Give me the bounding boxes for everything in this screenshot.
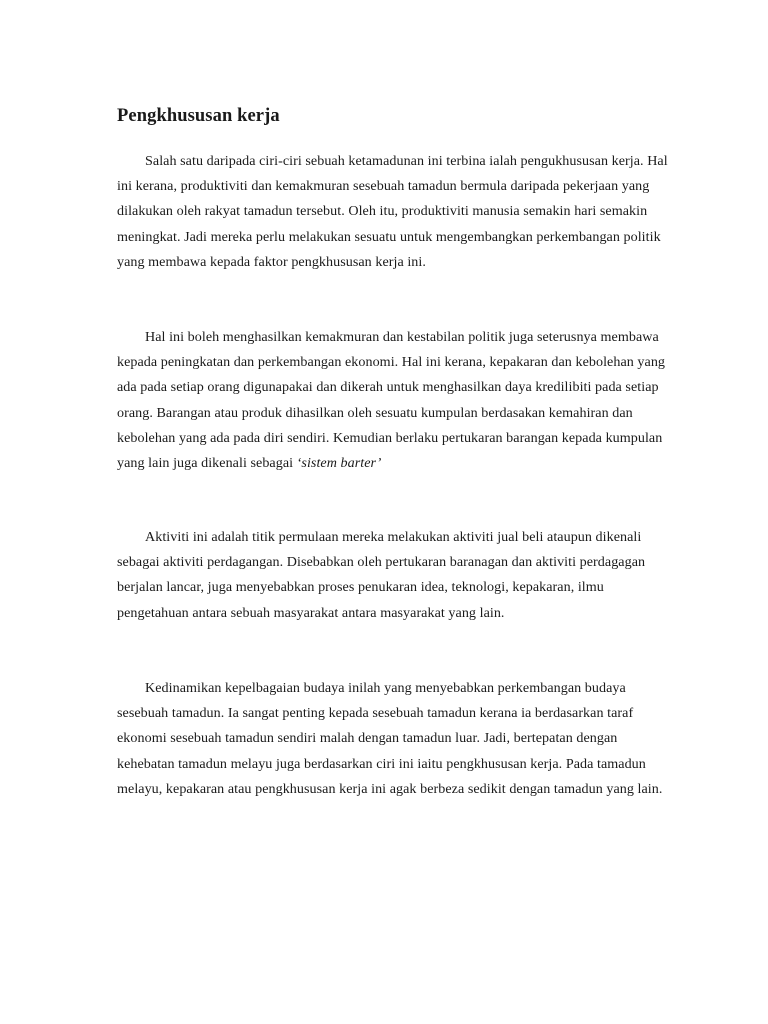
paragraph-3-text: Aktiviti ini adalah titik permulaan mereka melakukan aktiviti jual beli ataupun dikenali sebagai aktiviti perdagangan. Disebabkan oleh pertukaran baranagan dan aktiviti perdagagan berjalan lancar, juga menyebabkan proses penukaran idea, teknologi, kepakaran, ilmu pengetahuan antara sebuah masyarakat antara masyarakat yang lain. bbox=[117, 529, 646, 621]
paragraph-2-emphasis: ‘sistem barter’ bbox=[296, 455, 382, 472]
paragraph-2 bbox=[117, 325, 673, 476]
paragraph-4 bbox=[117, 676, 673, 802]
paragraph-1-text: Salah satu daripada ciri-ciri sebuah ketamadunan ini terbina ialah pengukhususan kerja. Hal ini kerana, produktiviti dan kemakmuran sesebuah tamadun bermula daripada pekerjaan yang dilakukan oleh rakyat tamadun tersebut. Oleh itu, produktiviti manusia semakin hari semakin meningkat. Jadi mereka perlu melakukan sesuatu untuk mengembangkan perkembangan politik yang membawa kepada faktor pengkhususan kerja ini. bbox=[117, 153, 668, 270]
paragraph-2-text: Hal ini boleh menghasilkan kemakmuran dan kestabilan politik juga seterusnya membawa kepada peningkatan dan perkembangan ekonomi. Hal ini kerana, kepakaran dan kebolehan yang ada pada setiap orang digunapakai dan dikerah untuk menghasilkan daya kredilibiti pada setiap orang. Barangan atau produk dihasilkan oleh sesuatu kumpulan berdasakan kemahiran dan kebolehan yang ada pada diri sendiri. Kemudian berlaku pertukaran barangan kepada kumpulan yang lain juga dikenali sebagai bbox=[117, 329, 666, 472]
paragraph-1 bbox=[117, 149, 673, 275]
paragraph-3 bbox=[117, 525, 673, 626]
document-title: Pengkhususan kerja bbox=[117, 106, 280, 126]
paragraph-4-text: Kedinamikan kepelbagaian budaya inilah yang menyebabkan perkembangan budaya sesebuah tamadun. Ia sangat penting kepada sesebuah tamadun kerana ia berdasarkan taraf ekonomi sesebuah tamadun sendiri malah dengan tamadun luar. Jadi, bertepatan dengan kehebatan tamadun melayu juga berdasarkan ciri ini iaitu pengkhususan kerja. Pada tamadun melayu, kepakaran atau pengkhususan kerja ini agak berbeza sedikit dengan tamadun yang lain. bbox=[117, 680, 663, 797]
